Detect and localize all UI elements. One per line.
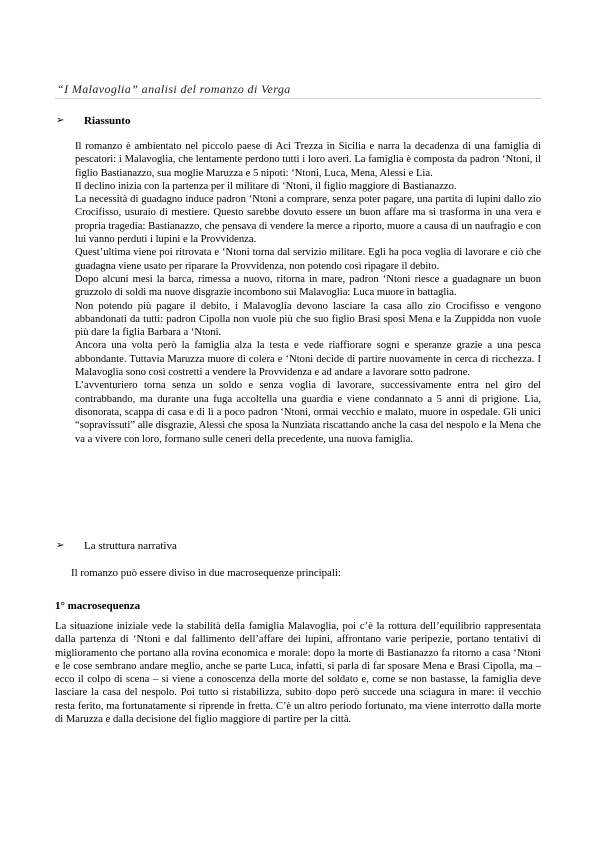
paragraph: Dopo alcuni mesi la barca, rimessa a nuovo, ritorna in mare, padron ‘Ntoni riesce a guadagnare un buon gruzzolo di soldi ma nuove disgrazie incombono sui Malavoglia: Luca muore in battaglia. <box>75 273 541 299</box>
arrow-bullet-icon: ➢ <box>56 115 65 126</box>
paragraph: Il romanzo è ambientato nel piccolo paese di Aci Trezza in Sicilia e narra la decadenza di una famiglia di pescatori: i Malavoglia, che lentamente perdono tutti i loro averi. La famiglia è composta da padron ‘Ntoni, il figlio Bastianazzo, sua moglie Maruzza e 5 nipoti: ‘Ntoni, Luca, Mena, Alessi e Lia. <box>75 141 541 179</box>
header-divider <box>55 98 541 99</box>
section-heading-struttura <box>56 540 177 552</box>
paragraph: Ancora una volta però la famiglia alza la testa e vede riaffiorare sogni e speranze grazie a una pesca abbondante. Tuttavia Maruzza muore di colera e ‘Ntoni decide di partire nuovamente in cerca di ricchezza. I Malavoglia sono così costretti a vendere la Provvidenza e ad andare a lavorare sotto padrone. <box>75 340 541 379</box>
macrosequenza-heading: 1° macrosequenza <box>55 600 141 612</box>
document-title: “I Malavoglia” analisi del romanzo di Verga <box>57 82 291 96</box>
paragraph: Il declino inizia con la partenza per il militare di ‘Ntoni, il figlio maggiore di Bastianazzo. <box>75 180 457 192</box>
paragraph: L’avventuriero torna senza un soldo e senza voglia di lavorare, successivamente entra nel giro del contrabbando, ma durante una fuga accoltella una guardia e viene condannato a 5 anni di prigione. Lia, disonorata, scappa di casa e di lì a poco padron ‘Ntoni, ormai vecchio e malato, muore in ospedale. Gli unici “sopravissuti” alle disgrazie, Alessi che sposa la Nunziata riscattando anche la casa del nespolo e la Mena che va a vivere con loro, formano sulle ceneri della precedente, una nuova famiglia. <box>75 380 541 445</box>
section-heading-label: Riassunto <box>84 115 131 127</box>
section-heading-label: La struttura narrativa <box>84 540 177 552</box>
struttura-intro: Il romanzo può essere diviso in due macrosequenze principali: <box>71 567 341 579</box>
macrosequenza-body <box>55 620 541 726</box>
paragraph: Quest’ultima viene poi ritrovata e ‘Ntoni torna dal servizio militare. Egli ha poca voglia di lavorare e ciò che guadagna viene usato per riparare la Provvidenza, non potendo così ripagare il debito. <box>75 247 541 272</box>
paragraph: Non potendo più pagare il debito, i Malavoglia devono lasciare la casa allo zio Crocifisso e vengono abbandonati da tutti: padron Cipolla non vuole più che suo figlio Brasi sposi Mena e la Zuppidda non vuole più dare la figlia Barbara a ‘Ntoni. <box>75 300 541 339</box>
paragraph: La necessità di guadagno induce padron ‘Ntoni a comprare, senza poter pagare, una partita di lupini dallo zio Crocifisso, usuraio di mestiere. Questo sarebbe dovuto essere un buon affare ma si trasforma in una vera e propria tragedia: Bastianazzo, che pensava di vendere la merce a riporto, muore a causa di un naufragio e con lui vanno perduti i lupini e la Provvidenza. <box>75 194 541 246</box>
paragraph: La situazione iniziale vede la stabilità della famiglia Malavoglia, poi c’è la rottura dell’equilibrio rappresentata dalla partenza di ‘Ntoni e dal fallimento dell’affare dei lupini, affrontano varie peripezie, portano tentativi di miglioramento che portano alla rovina economica e morale: dopo la morte di Bastianazzo fa ritorno a casa ‘Ntoni e le cose sembrano andare meglio, anche se parte Luca, infatti, si parla di far sposare Mena e Brasi Cipolla, ma – ecco il colpo di scena – si viene a conoscenza della morte del soldato e, come se non bastasse, la famiglia deve lasciare la casa del nespolo. Poi tutto si ristabilizza, subito dopo però succede una sciagura in mare: il vecchio resta ferito, ma fortunatamente si riprende in fretta. C’è un altro periodo fortunato, ma viene interrotto dalla morte di Maruzza e dalla decisione del figlio maggiore di partire per la città. <box>55 621 541 726</box>
riassunto-body <box>75 140 541 446</box>
section-heading-riassunto <box>56 115 130 127</box>
arrow-bullet-icon: ➢ <box>56 540 65 551</box>
